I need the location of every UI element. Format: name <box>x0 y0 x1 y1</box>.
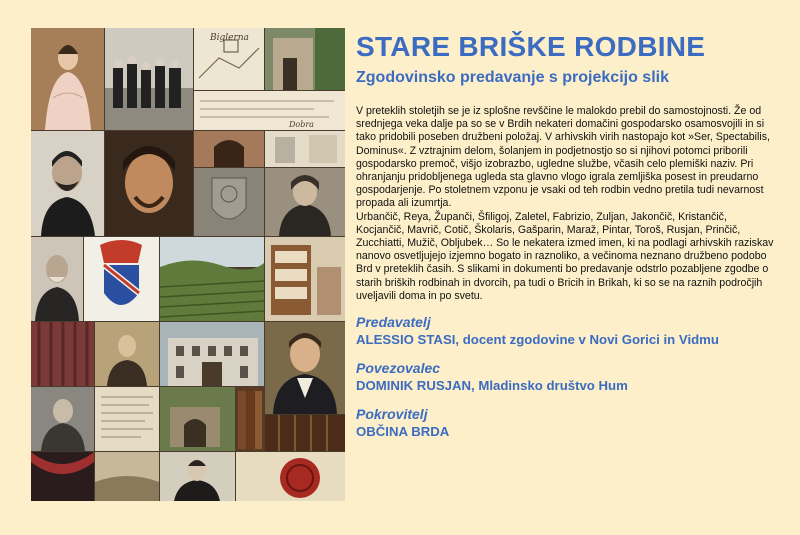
description-paragraph: V preteklih stoletjih se je iz splošne revščine le malokdo prebil do samostojnosti. Že od srednjega veka dalje pa so se v Brdih nekateri domačini gospodarsko osamosvojili in si tako pridobili poseben družbeni položaj. V arhivskih virih nastopajo kot »Ser, Spectabilis, Dominus«. Z vztrajnim delom, šolanjem in podjetnostjo so si njihovi potomci priborili gospodarsko premoč, višjo izobrazbo, ugledne službe, včasih celo plemiški naziv. Pri ohranjanju pridobljenega ugleda sta glavno vlogo igrala zemljiška posest in preudarno gospodarjenje. Po stoletnem vzponu je vsaki od teh rodbin vedno pretila tudi nevarnost propada ali izumrtja. <box>356 105 770 210</box>
description-text <box>356 105 776 303</box>
family-group-photo <box>105 28 193 130</box>
landscape-sepia <box>95 452 159 501</box>
old-books <box>236 387 264 451</box>
manor-building <box>160 322 264 386</box>
announcement-content <box>356 30 776 441</box>
patron-section <box>356 405 776 441</box>
portrait-painting-man <box>105 131 193 236</box>
photo-collage <box>31 28 345 501</box>
document-handwriting: Dobra <box>289 120 314 129</box>
curtain-red-texture <box>31 322 94 386</box>
portrait-old-man <box>31 237 83 321</box>
child-photo <box>31 387 94 451</box>
portrait-gentleman-painting <box>265 322 345 414</box>
description-paragraph: Urbančič, Reya, Županči, Šfiligoj, Zaletel, Fabrizio, Zuljan, Jakončič, Kristančič, Kocjančič, Mavrič, Cotič, Školaris, Gašparin, Maraž, Pintar, Toroš, Rusjan, Prinčič, Zucchiatti, Mužič, Obljubek… So le nekatera izmed imen, ki na podlagi arhivskih raziskav nanovo osvetljujejo izjemno bogato in raznoliko, a večinoma neznano družbeno podobo Brd v preteklih časih. S slikami in dokumenti bo predavanje odstrlo pozabljene zgodbe o starih briških rodbinah in dvorcih, pa tudi o Bricih in Brikah, ki so se na raznih področjih uveljavili doma in po svetu. <box>356 210 774 302</box>
coat-of-arms-shield <box>84 237 159 321</box>
page-subtitle: Zgodovinsko predavanje s projekcijo slik <box>356 69 669 86</box>
arched-doorway-photo <box>194 131 264 167</box>
portrait-bearded-man <box>31 131 104 236</box>
lecturer-section <box>356 313 776 349</box>
portrait-woman-painting <box>31 28 104 130</box>
patron-name: OBČINA BRDA <box>356 424 450 440</box>
wax-seal <box>236 452 345 501</box>
lecturer-label: Predavatelj <box>356 314 431 331</box>
handwritten-document <box>194 91 345 130</box>
manuscript-page <box>95 387 159 451</box>
village-street-photo <box>265 28 345 90</box>
page-title: STARE BRIŠKE RODBINE <box>356 31 706 62</box>
portrait-young-woman <box>160 452 235 501</box>
portrait-woman-photo <box>265 168 345 236</box>
lecturer-name: ALESSIO STASI, docent zgodovine v Novi Gorici in Vidmu <box>356 332 719 348</box>
theater-curtain-photo <box>31 452 94 501</box>
stone-coat-of-arms <box>194 168 264 236</box>
old-map-sketch <box>194 28 264 90</box>
leather-book-spines <box>265 415 345 451</box>
vineyard-landscape <box>160 237 264 321</box>
sepia-portrait <box>95 322 159 386</box>
moderator-section <box>356 359 776 395</box>
patron-label: Pokrovitelj <box>356 406 428 423</box>
stone-ruins-photo <box>160 387 235 451</box>
interior-photo <box>265 131 345 167</box>
old-shop-interior <box>265 237 345 321</box>
moderator-label: Povezovalec <box>356 360 441 377</box>
moderator-name: DOMINIK RUSJAN, Mladinsko društvo Hum <box>356 378 628 394</box>
map-handwriting: Biglerna <box>210 33 249 43</box>
